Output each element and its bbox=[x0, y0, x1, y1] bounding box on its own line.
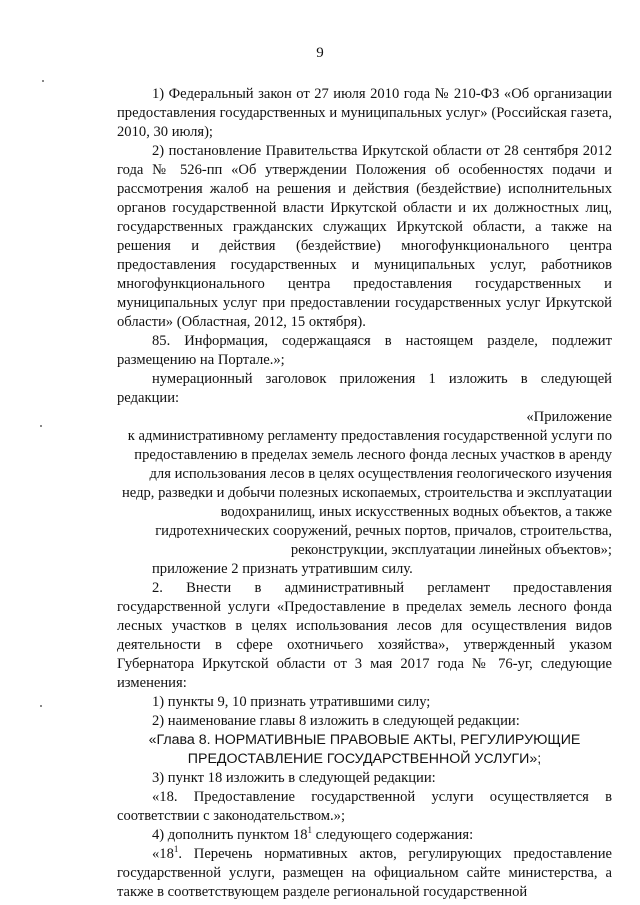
text-run: «18 bbox=[152, 846, 174, 862]
paragraph: 85. Информация, содержащаяся в настоящем разделе, подлежит размещению на Портале.»; bbox=[117, 333, 612, 368]
scan-mark bbox=[42, 80, 44, 82]
paragraph: 1) Федеральный закон от 27 июля 2010 года № 210-ФЗ «Об организации предоставления государственных и муниципальных услуг» (Российская газета, 2010, 30 июля); bbox=[117, 86, 612, 140]
document-body bbox=[117, 85, 612, 902]
superscript: 1 bbox=[173, 844, 179, 855]
appendix-heading: к административному регламенту предоставления государственной услуги по предоставлению в пределах земель лесного фонда лесных участков в аренду для использования лесов в целях осуществления геологического изучения недр, разведки и добычи полезных ископаемых, строительства и эксплуатации водохранилищ, иных искусственных водных объектов, а также гидротехнических сооружений, речных портов, причалов, строительства, реконструкции, эксплуатации линейных объектов»; bbox=[121, 428, 612, 558]
paragraph: нумерационный заголовок приложения 1 изложить в следующей редакции: bbox=[117, 371, 612, 406]
text-run: следующего содержания: bbox=[312, 827, 474, 843]
superscript: 1 bbox=[307, 825, 313, 836]
paragraph: 2) наименование главы 8 изложить в следующей редакции: bbox=[152, 713, 520, 729]
page-number: 9 bbox=[316, 45, 324, 61]
paragraph: приложение 2 признать утратившим силу. bbox=[152, 561, 413, 577]
paragraph: 3) пункт 18 изложить в следующей редакции: bbox=[152, 770, 436, 786]
scan-mark bbox=[40, 705, 42, 707]
appendix-label: «Приложение bbox=[526, 409, 612, 425]
paragraph: 2) постановление Правительства Иркутской области от 28 сентября 2012 года № 526-пп «Об утверждении Положения об особенностях подачи и рассмотрения жалоб на решения и действия (бездействие) исполнительных органов государственной власти Иркутской области и их должностных лиц, государственных гражданских служащих Иркутской области, а также на решения и действия (бездействие) многофункционального центра предоставления государственных и муниципальных услуг, работников многофункционального центра предоставления государственных и муниципальных услуг при предоставлении государственных услуг Иркутской области» (Областная, 2012, 15 октября). bbox=[117, 143, 612, 330]
paragraph: 2. Внести в административный регламент предоставления государственной услуги «Предоставление в пределах земель лесного фонда лесных участков в целях использования лесов для осуществления видов деятельности в сфере охотничьего хозяйства», утвержденный указом Губернатора Иркутской области от 3 мая 2017 года № 76-уг, следующие изменения: bbox=[117, 580, 612, 691]
paragraph-item-18-1 bbox=[117, 845, 612, 902]
text-run: 4) дополнить пунктом 18 bbox=[152, 827, 308, 843]
scan-mark bbox=[40, 425, 42, 427]
paragraph: 1) пункты 9, 10 признать утратившими силу; bbox=[152, 694, 431, 710]
text-run: . Перечень нормативных актов, регулирующих предоставление государственной услуги, размещен на официальном сайте министерства, а также в соответствующем разделе региональной государственной bbox=[117, 846, 612, 900]
paragraph: «18. Предоставление государственной услуги осуществляется в соответствии с законодательством.»; bbox=[117, 789, 612, 824]
chapter-title: «Глава 8. НОРМАТИВНЫЕ ПРАВОВЫЕ АКТЫ, РЕГУЛИРУЮЩИЕ ПРЕДОСТАВЛЕНИЕ ГОСУДАРСТВЕННОЙ УСЛУГИ»; bbox=[148, 732, 581, 767]
paragraph-item-4 bbox=[117, 826, 612, 845]
